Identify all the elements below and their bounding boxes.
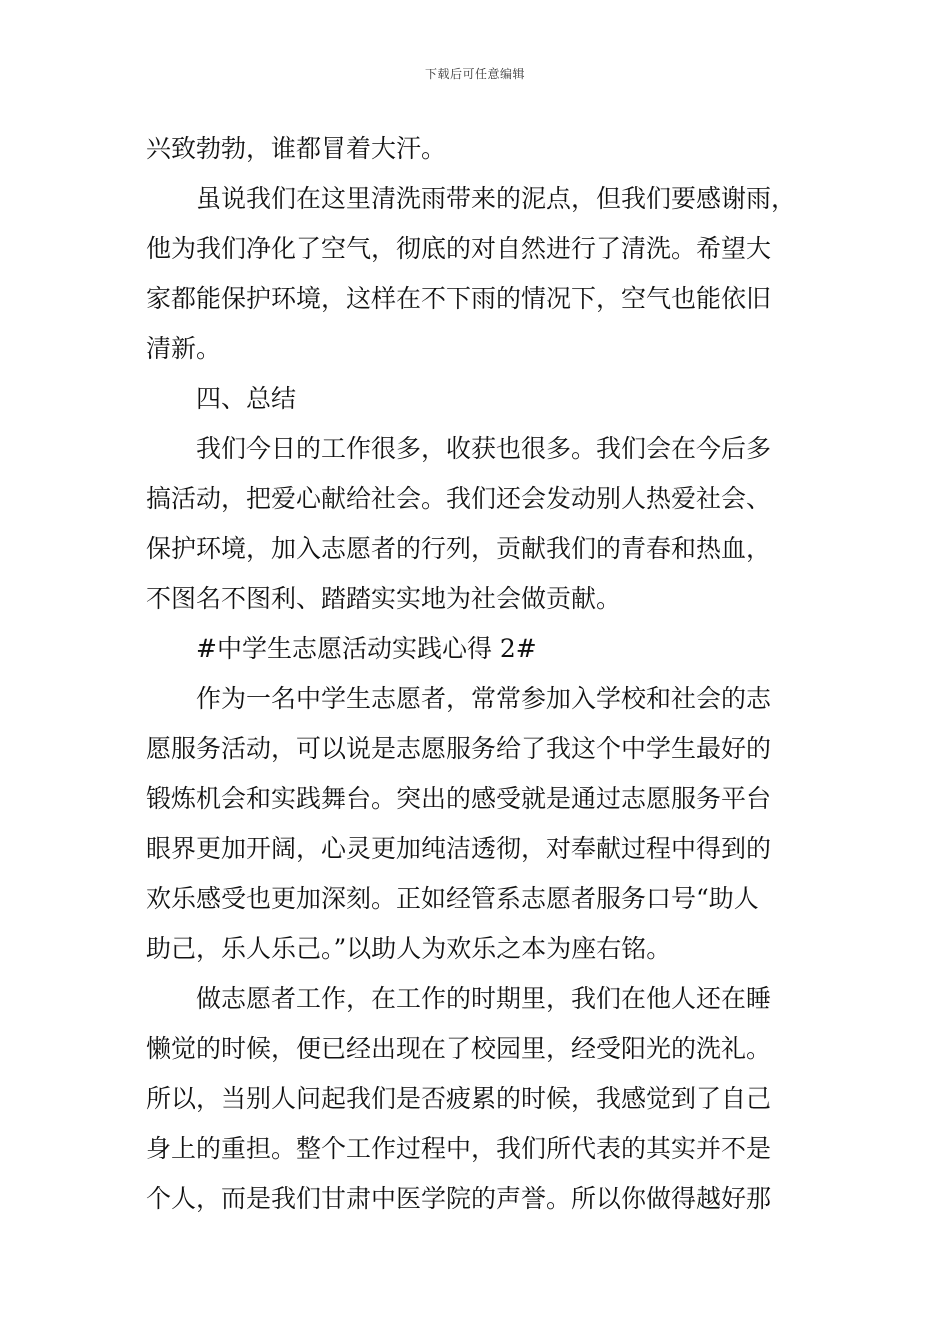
page-header: 下载后可任意编辑 xyxy=(424,67,525,81)
text-line: 清新。 xyxy=(146,334,222,363)
text-line: 所以，当别人问起我们是否疲累的时候，我感觉到了自己 xyxy=(146,1084,772,1113)
text-line: 兴致勃勃，谁都冒着大汗。 xyxy=(146,134,447,163)
text-line: 四、总结 xyxy=(196,384,297,413)
text-line: 助己，乐人乐己。”以助人为欢乐之本为座右铭。 xyxy=(146,934,672,963)
text-line: 个人，而是我们甘肃中医学院的声誉。所以你做得越好那 xyxy=(146,1184,772,1213)
text-line: 我们今日的工作很多，收获也很多。我们会在今后多 xyxy=(196,434,772,463)
text-line: 锻炼机会和实践舞台。突出的感受就是通过志愿服务平台 xyxy=(146,784,772,813)
text-line: #中学生志愿活动实践心得 2# xyxy=(196,634,537,663)
text-line: 欢乐感受也更加深刻。正如经管系志愿者服务口号“助人 xyxy=(146,884,759,913)
text-line: 愿服务活动，可以说是志愿服务给了我这个中学生最好的 xyxy=(146,734,772,763)
text-line: 不图名不图利、踏踏实实地为社会做贡献。 xyxy=(146,584,622,613)
text-line: 作为一名中学生志愿者，常常参加入学校和社会的志 xyxy=(196,684,772,713)
text-line: 他为我们净化了空气，彻底的对自然进行了清洗。希望大 xyxy=(146,234,772,263)
text-line: 眼界更加开阔，心灵更加纯洁透彻，对奉献过程中得到的 xyxy=(146,834,772,863)
text-line: 搞活动，把爱心献给社会。我们还会发动别人热爱社会、 xyxy=(146,484,772,513)
text-line: 保护环境，加入志愿者的行列，贡献我们的青春和热血， xyxy=(146,534,772,563)
text-line: 虽说我们在这里清洗雨带来的泥点，但我们要感谢雨， xyxy=(196,184,797,213)
text-line: 做志愿者工作，在工作的时期里，我们在他人还在睡 xyxy=(196,984,772,1013)
text-line: 懒觉的时候，便已经出现在了校园里，经受阳光的洗礼。 xyxy=(146,1034,772,1063)
document-body xyxy=(146,124,816,1224)
text-line: 家都能保护环境，这样在不下雨的情况下，空气也能依旧 xyxy=(146,284,772,313)
text-line: 身上的重担。整个工作过程中，我们所代表的其实并不是 xyxy=(146,1134,772,1163)
